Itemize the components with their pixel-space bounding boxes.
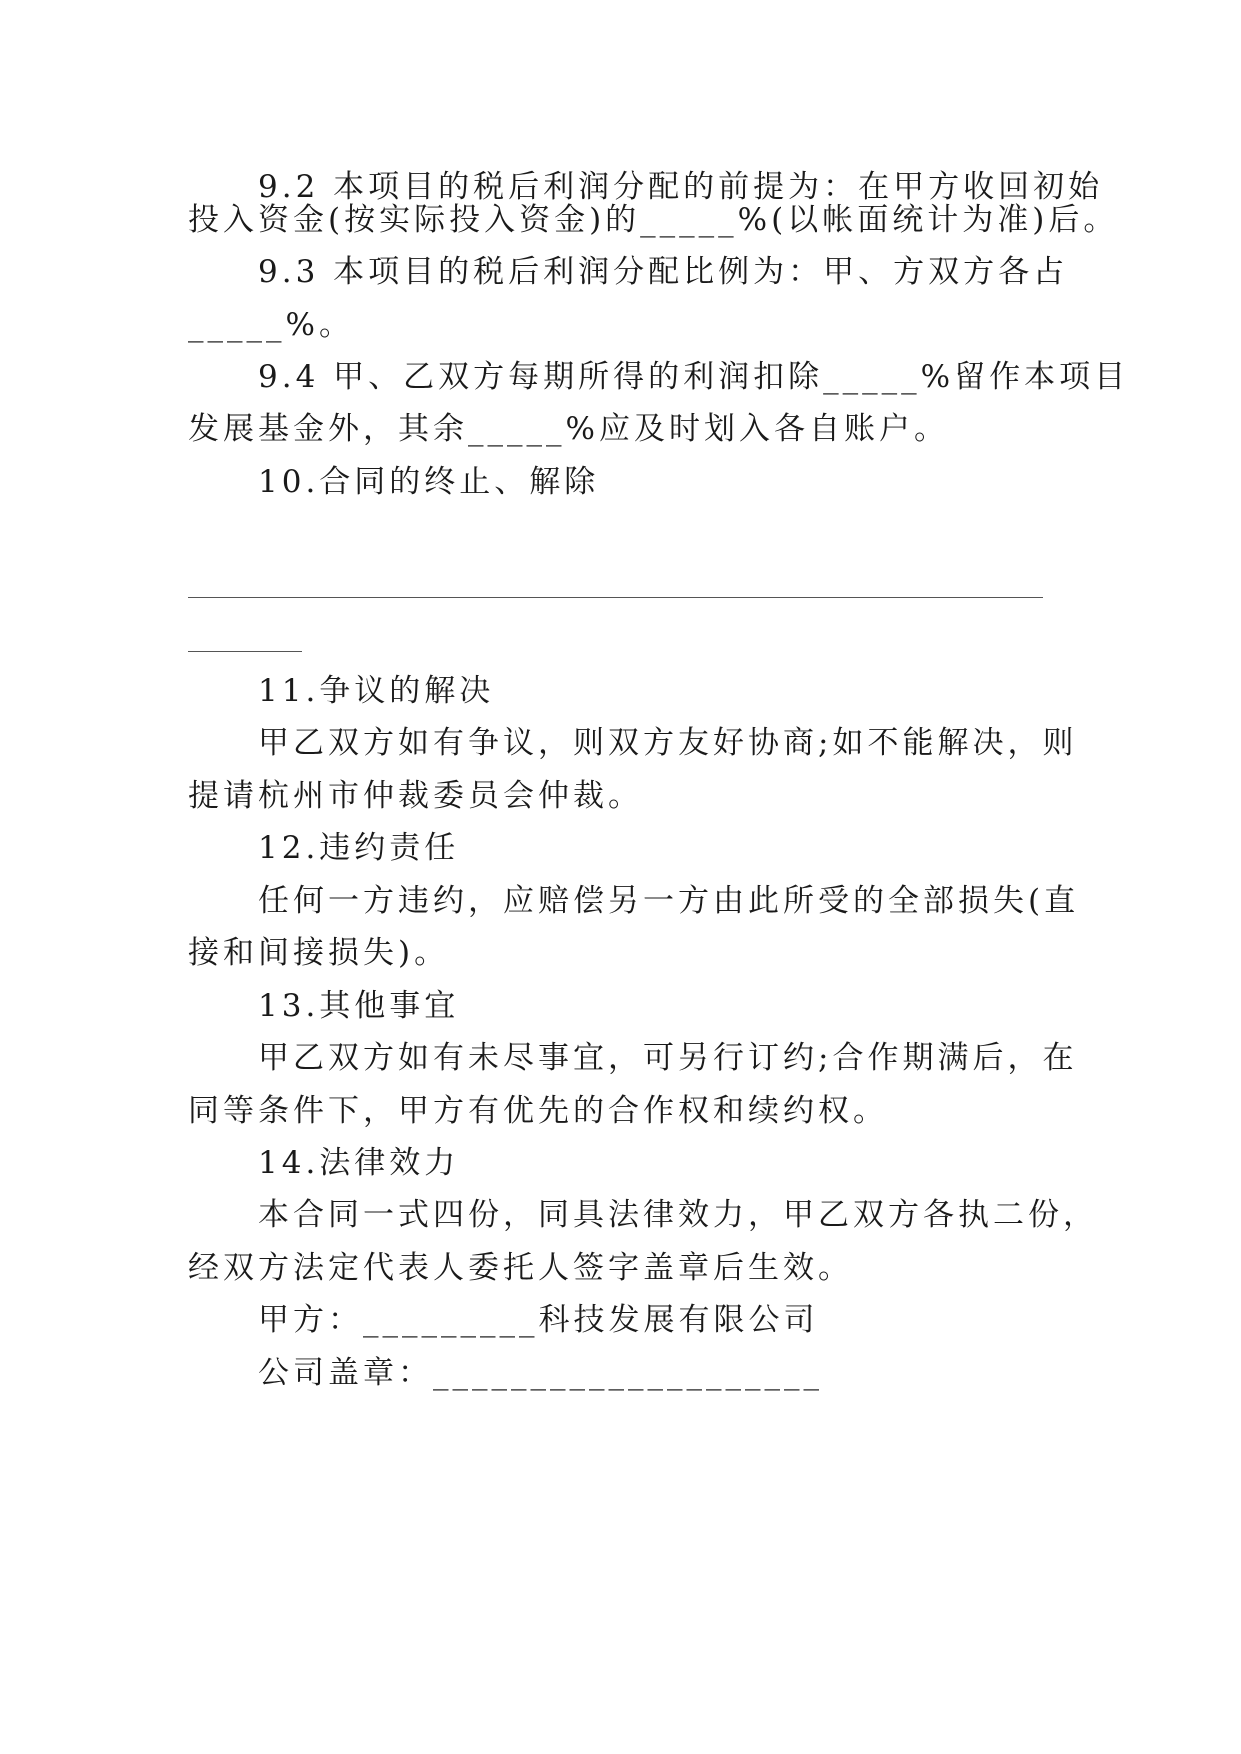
- section-11-heading: 11.争议的解决: [258, 673, 495, 709]
- blank-fill-line-2: [188, 651, 302, 652]
- blank-fill-line-1: [188, 597, 1043, 598]
- section-10-heading: 10.合同的终止、解除: [258, 464, 600, 500]
- section-14-body-line-2: 经双方法定代表人委托人签字盖章后生效。: [188, 1250, 853, 1286]
- section-14-heading: 14.法律效力: [258, 1145, 460, 1181]
- party-a-name-line: 甲方：_________科技发展有限公司: [258, 1302, 819, 1338]
- section-14-body-line-1: 本合同一式四份，同具法律效力，甲乙双方各执二份，: [258, 1197, 1098, 1233]
- section-13-body-line-2: 同等条件下，甲方有优先的合作权和续约权。: [188, 1093, 888, 1129]
- section-11-body-line-1: 甲乙双方如有争议，则双方友好协商;如不能解决，则: [258, 725, 1078, 761]
- clause-9-3-line-2: _____%。: [188, 307, 354, 343]
- section-12-heading: 12.违约责任: [258, 830, 460, 866]
- clause-9-2-line-1: 9.2 本项目的税后利润分配的前提为：在甲方收回初始: [258, 169, 1104, 205]
- clause-9-3-line-1: 9.3 本项目的税后利润分配比例为：甲、方双方各占: [258, 254, 1069, 290]
- clause-9-4-line-1: 9.4 甲、乙双方每期所得的利润扣除_____%留作本项目: [258, 359, 1130, 395]
- section-12-body-line-2: 接和间接损失)。: [188, 935, 450, 971]
- company-seal-line: 公司盖章：____________________: [258, 1355, 823, 1391]
- section-13-heading: 13.其他事宜: [258, 988, 460, 1024]
- section-13-body-line-1: 甲乙双方如有未尽事宜，可另行订约;合作期满后，在: [258, 1040, 1078, 1076]
- clause-9-4-line-2: 发展基金外，其余_____%应及时划入各自账户。: [188, 411, 949, 447]
- section-11-body-line-2: 提请杭州市仲裁委员会仲裁。: [188, 778, 643, 814]
- section-12-body-line-1: 任何一方违约，应赔偿另一方由此所受的全部损失(直: [258, 883, 1080, 919]
- clause-9-2-line-2: 投入资金(按实际投入资金)的_____%(以帐面统计为准)后。: [188, 202, 1119, 238]
